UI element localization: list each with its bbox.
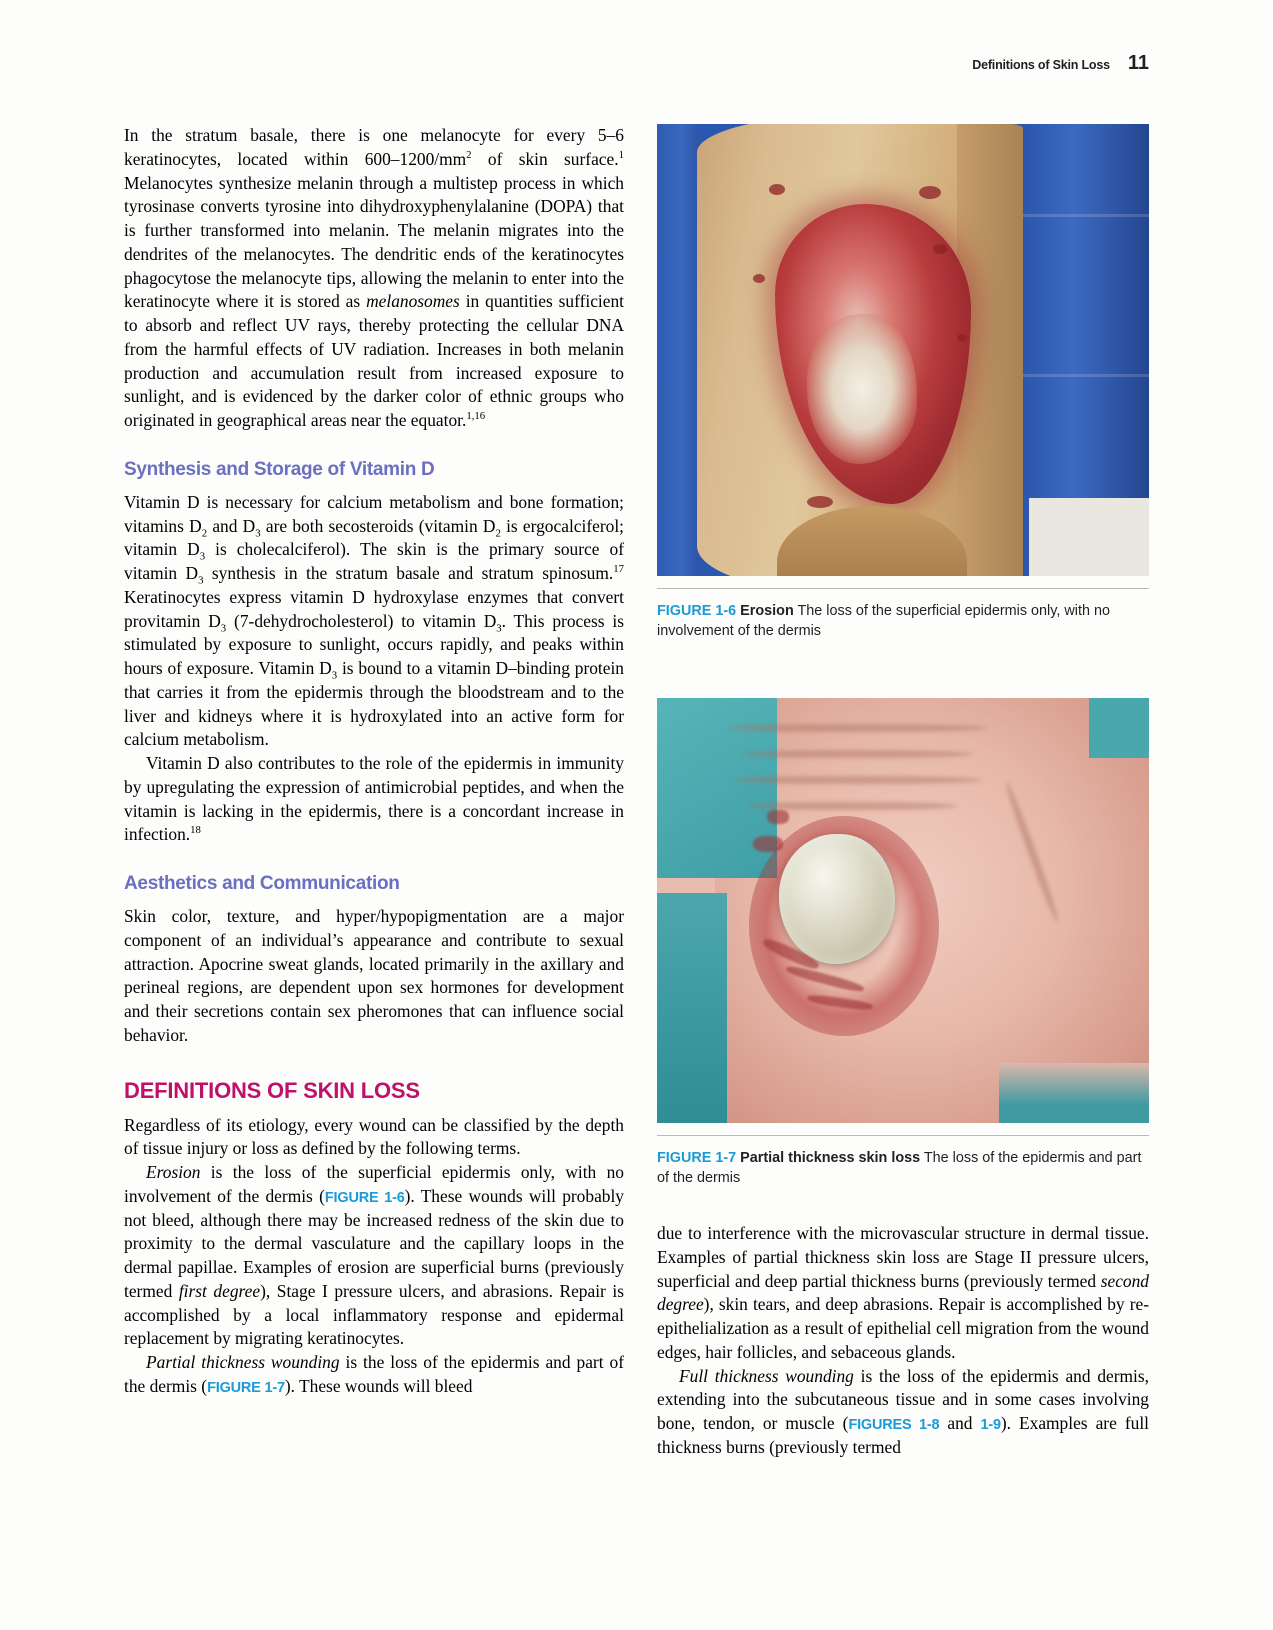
text-run: Melanocytes synthesize melanin through a multistep process in which tyrosinase converts tyrosine into dihydroxyphenylalanine (DOPA) that is further transformed into melanin. The melanin migrates into the dendrites of the melanocytes. The dendritic ends of the keratinocytes phagocytose the melanocyte tips, allowing the melanin to enter into the keratinocyte where it is stored as (124, 172, 624, 312)
figure-1-7-caption-text: The loss of the epidermis and part of the dermis (657, 1149, 1142, 1186)
figure-reference-link[interactable]: FIGURES 1-8 (848, 1417, 940, 1433)
italic-term: melanosomes (366, 291, 460, 312)
citation-marker: 1 (618, 148, 624, 161)
text-run: ). Examples are full thickness burns (previously termed (657, 1413, 1149, 1457)
text-run: of skin surface. (471, 148, 619, 169)
subscript: 3 (331, 669, 338, 682)
paragraph-melanocytes (124, 124, 624, 433)
subscript: 2 (201, 526, 208, 539)
figure-1-6 (657, 124, 1149, 642)
figure-1-7-rule (657, 1135, 1149, 1136)
italic-term: Erosion (146, 1162, 201, 1182)
text-run: ). These wounds will bleed (284, 1375, 473, 1396)
figure-reference-link[interactable]: 1-9 (980, 1417, 1001, 1433)
figure-1-7-caption (657, 1149, 1149, 1189)
figure-1-7-label: FIGURE 1-7 (657, 1149, 737, 1166)
subscript: 3 (255, 526, 261, 539)
subscript: 3 (496, 621, 502, 634)
subscript: 3 (198, 574, 204, 587)
text-run: is bound to a vitamin D–binding protein that carries it from the epidermis through the bloodstream and to the liver and kidneys where it is hydroxylated into an active form for calcium metabolism. (124, 658, 625, 750)
text-run: are both secosteroids (vitamin D (260, 515, 496, 536)
italic-term: first degree (178, 1280, 261, 1301)
text-run: in quantities sufficient to absorb and reflect UV rays, thereby protecting the cellular DNA from the harmful effects of UV radiation. Increases in both melanin production and accumulation result from increased exposure to sunlight, and is evidenced by the darker color of ethnic groups who originated in geographical areas near the equator. (124, 291, 624, 430)
paragraph-partial-thickness (124, 1351, 624, 1399)
text-run: is the loss of the epidermis and dermis, extending into the subcutaneous tissue and in some cases involving bone, tendon, or muscle ( (657, 1365, 1150, 1433)
right-column-body (657, 1222, 1149, 1460)
text-run: ). These wounds will probably not bleed, although there may be increased redness of the skin due to proximity to the dermal vasculature and the capillary loops in the dermal papillae. Examples of erosion are superficial burns (previously termed (124, 1185, 625, 1301)
text-run: due to interference with the microvascular structure in dermal tissue. Examples of partial thickness skin loss are Stage II pressure ulcers, superficial and deep partial thickness burns (previously termed (657, 1223, 1149, 1291)
text-run: (7-dehydrocholesterol) to vitamin D (226, 610, 497, 631)
paragraph-full-thickness (657, 1365, 1149, 1460)
page-header (972, 52, 1149, 75)
subscript: 3 (220, 621, 227, 634)
heading-definitions-of-skin-loss: DEFINITIONS OF SKIN LOSS (124, 1077, 420, 1103)
figure-1-7 (657, 698, 1149, 1189)
text-run: Keratinocytes express vitamin D hydroxylase enzymes that convert provitamin D (124, 586, 624, 631)
text-run: and (939, 1413, 981, 1433)
text-run: In the stratum basale, there is one melanocyte for every 5–6 keratinocytes, located within 600–1200/mm (124, 125, 624, 169)
heading-synthesis-storage-vitamin-d: Synthesis and Storage of Vitamin D (124, 458, 435, 480)
text-run: is ergocalciferol; vitamin D (124, 515, 624, 560)
paragraph-aesthetics: Skin color, texture, and hyper/hypopigmentation are a major component of an individual’s appearance and contribute to sexual attraction. Apocrine sweat glands, located primarily in the axillary and perineal regions, are dependent upon sex hormones for development and their secretions contain sex pheromones that can influence social behavior. (124, 906, 624, 1045)
figure-1-6-term: Erosion (740, 603, 794, 619)
paragraph-vitamin-d-2 (124, 752, 624, 847)
text-run: is the loss of the superficial epidermis only, with no involvement of the dermis ( (124, 1162, 624, 1206)
italic-term: Full thickness wounding (679, 1365, 854, 1386)
heading-aesthetics-communication: Aesthetics and Communication (124, 873, 400, 894)
text-run: Vitamin D also contributes to the role of the epidermis in immunity by upregulating the expression of antimicrobial peptides, and when the vitamin is lacking in the epidermis, there is a concordant increase in infection. (124, 753, 624, 845)
subscript: 2 (495, 526, 501, 539)
paragraph-definitions-intro: Regardless of its etiology, every wound can be classified by the depth of tissue injury or loss as defined by the following terms. (124, 1114, 624, 1159)
figure-1-7-term: Partial thickness skin loss (740, 1149, 921, 1166)
figure-reference-link[interactable]: FIGURE 1-6 (324, 1189, 405, 1206)
text-run: ), Stage I pressure ulcers, and abrasions. Repair is accomplished by a local inflammatory response and epidermal replacement by migrating keratinocytes. (124, 1280, 624, 1349)
figure-1-6-caption (657, 602, 1149, 642)
text-run: . This process is stimulated by exposure to sunlight, occurs rapidly, and peaks within hours of exposure. Vitamin D (124, 610, 624, 678)
text-run: is cholecalciferol). The skin is the primary source of vitamin D (124, 539, 624, 583)
figure-1-6-rule (657, 588, 1149, 589)
italic-term: Partial thickness wounding (146, 1352, 340, 1373)
right-column-figures (657, 124, 1149, 1189)
paragraph-erosion (124, 1161, 624, 1351)
left-column-top (124, 124, 624, 1399)
citation-marker: 1,16 (466, 410, 486, 423)
citation-marker: 18 (190, 824, 201, 837)
text-run: and D (207, 515, 256, 536)
page-number: 11 (1127, 52, 1149, 74)
citation-marker: 17 (613, 563, 624, 576)
text-run: is the loss of the epidermis and part of the dermis ( (124, 1352, 624, 1396)
text-run: ), skin tears, and deep abrasions. Repair is accomplished by re-epithelialization as a result of epithelial cell migration from the wound edges, hair follicles, and sebaceous glands. (657, 1294, 1149, 1362)
text-run: Vitamin D is necessary for calcium metabolism and bone formation; vitamins D (124, 491, 624, 536)
figure-1-6-caption-text: The loss of the superficial epidermis only, with no involvement of the dermis (657, 603, 1110, 639)
figure-1-7-image (657, 698, 1149, 1123)
italic-term: second degree (657, 1270, 1149, 1315)
subscript: 3 (199, 550, 206, 563)
running-head-title: Definitions of Skin Loss (972, 58, 1110, 72)
paragraph-partial-thickness-cont (657, 1222, 1149, 1365)
figure-reference-link[interactable]: FIGURE 1-7 (207, 1379, 285, 1396)
text-run: synthesis in the stratum basale and stratum spinosum. (203, 563, 614, 583)
figure-1-6-image (657, 124, 1149, 576)
paragraph-vitamin-d-1 (124, 491, 624, 752)
figure-1-6-label: FIGURE 1-6 (657, 603, 737, 619)
superscript: 2 (466, 148, 472, 161)
